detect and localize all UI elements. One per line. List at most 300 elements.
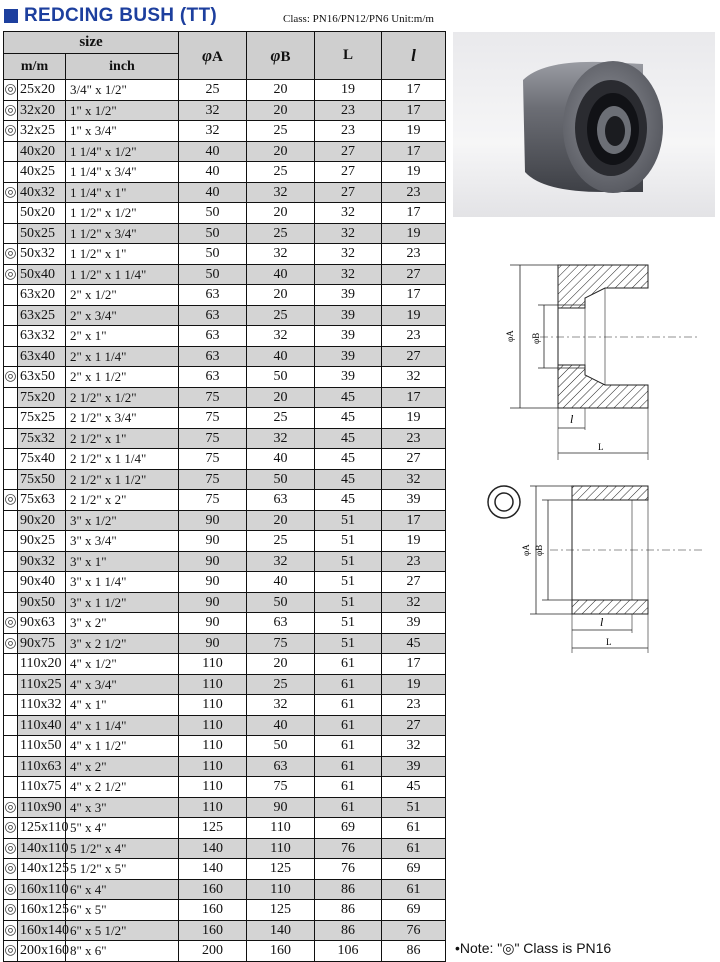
phi-b-value: 40 [247, 264, 315, 285]
size-mm: 63x20 [18, 285, 66, 306]
phi-a-value: 50 [179, 223, 247, 244]
phi-a-value: 90 [179, 613, 247, 634]
size-mm: 160x110 [18, 879, 66, 900]
size-mm: 75x40 [18, 449, 66, 470]
length-value: 61 [315, 654, 382, 675]
length-value: 61 [315, 756, 382, 777]
class-mark [4, 203, 18, 224]
phi-a-value: 90 [179, 633, 247, 654]
size-mm: 90x32 [18, 551, 66, 572]
length-label: L [598, 442, 604, 452]
socket-length-value: 17 [382, 100, 446, 121]
socket-length-value: 17 [382, 510, 446, 531]
size-mm: 40x32 [18, 182, 66, 203]
length-value: 32 [315, 264, 382, 285]
class-mark [4, 469, 18, 490]
size-mm: 110x63 [18, 756, 66, 777]
class-mark [4, 326, 18, 347]
class-mark [4, 777, 18, 798]
size-mm: 50x20 [18, 203, 66, 224]
socket-length-value: 19 [382, 408, 446, 429]
class-mark: ◎ [4, 797, 18, 818]
size-inch: 4" x 2 1/2" [66, 777, 179, 798]
phi-b-value: 75 [247, 633, 315, 654]
table-row [4, 695, 446, 716]
size-inch: 2 1/2" x 1" [66, 428, 179, 449]
table-row [4, 510, 446, 531]
size-inch: 5 1/2" x 5" [66, 859, 179, 880]
length-value: 61 [315, 674, 382, 695]
length-value: 39 [315, 305, 382, 326]
phi-a-value: 50 [179, 264, 247, 285]
phi-a-value: 110 [179, 797, 247, 818]
size-inch: 4" x 3/4" [66, 674, 179, 695]
phi-b-value: 90 [247, 797, 315, 818]
table-row [4, 367, 446, 388]
socket-length-value: 39 [382, 490, 446, 511]
class-mark [4, 674, 18, 695]
phi-a-value: 75 [179, 387, 247, 408]
table-row [4, 203, 446, 224]
size-inch: 2" x 1" [66, 326, 179, 347]
table-row [4, 859, 446, 880]
size-inch: 1" x 3/4" [66, 121, 179, 142]
length-value: 106 [315, 941, 382, 962]
length-value: 32 [315, 244, 382, 265]
table-row [4, 449, 446, 470]
phi-a-value: 75 [179, 428, 247, 449]
header-phi-a: φA [179, 32, 247, 80]
size-inch: 4" x 1/2" [66, 654, 179, 675]
length-value: 61 [315, 736, 382, 757]
socket-length-value: 19 [382, 162, 446, 183]
phi-a-value: 63 [179, 346, 247, 367]
size-inch: 1 1/2" x 3/4" [66, 223, 179, 244]
table-row [4, 572, 446, 593]
size-inch: 2" x 1 1/4" [66, 346, 179, 367]
size-inch: 6" x 4" [66, 879, 179, 900]
table-row [4, 469, 446, 490]
phi-b-value: 20 [247, 203, 315, 224]
phi-a-value: 63 [179, 305, 247, 326]
socket-length-value: 27 [382, 346, 446, 367]
spec-table [3, 31, 446, 962]
class-mark [4, 736, 18, 757]
header-inch: inch [66, 54, 179, 80]
size-mm: 140x125 [18, 859, 66, 880]
length-value: 39 [315, 346, 382, 367]
size-inch: 2 1/2" x 1 1/4" [66, 449, 179, 470]
phi-a-value: 40 [179, 141, 247, 162]
socket-length-value: 27 [382, 572, 446, 593]
size-inch: 1 1/2" x 1 1/4" [66, 264, 179, 285]
socket-length-value: 32 [382, 736, 446, 757]
phi-a-value: 110 [179, 695, 247, 716]
size-inch: 4" x 2" [66, 756, 179, 777]
table-row [4, 797, 446, 818]
table-row [4, 326, 446, 347]
size-mm: 110x32 [18, 695, 66, 716]
phi-b-value: 40 [247, 449, 315, 470]
class-mark: ◎ [4, 879, 18, 900]
phi-a-value: 90 [179, 592, 247, 613]
length-value: 51 [315, 531, 382, 552]
class-mark [4, 285, 18, 306]
size-inch: 3" x 1" [66, 551, 179, 572]
phi-a-value: 75 [179, 449, 247, 470]
phi-a-value: 160 [179, 920, 247, 941]
length-value: 61 [315, 777, 382, 798]
length-value: 51 [315, 572, 382, 593]
socket-length-value: 19 [382, 305, 446, 326]
header-mm: m/m [4, 54, 66, 80]
length-value: 39 [315, 367, 382, 388]
class-mark [4, 572, 18, 593]
phi-a-value: 32 [179, 100, 247, 121]
class-mark: ◎ [4, 818, 18, 839]
product-photo [453, 32, 715, 217]
table-row [4, 654, 446, 675]
phi-b-value: 20 [247, 387, 315, 408]
phi-a-value: 63 [179, 326, 247, 347]
length-label-2: L [606, 637, 612, 647]
phi-a-value: 110 [179, 674, 247, 695]
table-row [4, 80, 446, 101]
socket-length-value: 76 [382, 920, 446, 941]
phi-a-value: 125 [179, 818, 247, 839]
cross-section-diagram-1 [500, 250, 710, 460]
table-row [4, 900, 446, 921]
socket-length-value: 17 [382, 387, 446, 408]
class-mark [4, 428, 18, 449]
socket-length-value: 27 [382, 715, 446, 736]
class-mark [4, 346, 18, 367]
socket-length-value: 61 [382, 818, 446, 839]
class-mark: ◎ [4, 920, 18, 941]
phi-a-value: 160 [179, 879, 247, 900]
class-mark [4, 592, 18, 613]
size-mm: 63x40 [18, 346, 66, 367]
size-mm: 75x20 [18, 387, 66, 408]
socket-length-value: 19 [382, 531, 446, 552]
socket-length-value: 69 [382, 900, 446, 921]
table-row [4, 756, 446, 777]
phi-b-value: 25 [247, 674, 315, 695]
table-row [4, 244, 446, 265]
phi-b-value: 110 [247, 838, 315, 859]
class-mark: ◎ [4, 182, 18, 203]
class-mark [4, 305, 18, 326]
size-mm: 90x40 [18, 572, 66, 593]
size-inch: 2" x 3/4" [66, 305, 179, 326]
phi-a-value: 90 [179, 572, 247, 593]
class-mark: ◎ [4, 633, 18, 654]
table-row [4, 592, 446, 613]
table-row [4, 879, 446, 900]
length-value: 76 [315, 838, 382, 859]
phi-b-label-2: φB [534, 544, 544, 556]
phi-a-value: 40 [179, 162, 247, 183]
socket-length-value: 23 [382, 428, 446, 449]
table-row [4, 285, 446, 306]
phi-a-value: 110 [179, 736, 247, 757]
phi-b-value: 110 [247, 818, 315, 839]
size-inch: 3" x 2 1/2" [66, 633, 179, 654]
size-mm: 110x90 [18, 797, 66, 818]
size-mm: 50x40 [18, 264, 66, 285]
phi-b-value: 50 [247, 469, 315, 490]
class-mark [4, 695, 18, 716]
table-row [4, 121, 446, 142]
socket-length-label: l [570, 412, 574, 426]
phi-a-label-2: φA [521, 544, 531, 556]
phi-a-value: 110 [179, 756, 247, 777]
socket-length-value: 32 [382, 367, 446, 388]
length-value: 32 [315, 203, 382, 224]
socket-length-value: 23 [382, 182, 446, 203]
phi-a-value: 50 [179, 203, 247, 224]
phi-a-value: 75 [179, 490, 247, 511]
length-value: 86 [315, 879, 382, 900]
phi-b-value: 63 [247, 613, 315, 634]
socket-length-value: 27 [382, 264, 446, 285]
socket-length-value: 27 [382, 449, 446, 470]
phi-b-value: 20 [247, 654, 315, 675]
length-value: 51 [315, 613, 382, 634]
title-square-icon [4, 9, 18, 23]
class-mark [4, 408, 18, 429]
class-mark: ◎ [4, 121, 18, 142]
cross-section-diagram-2 [480, 478, 710, 658]
size-mm: 32x20 [18, 100, 66, 121]
size-inch: 1" x 1/2" [66, 100, 179, 121]
table-row [4, 100, 446, 121]
phi-b-value: 110 [247, 879, 315, 900]
socket-length-value: 61 [382, 879, 446, 900]
size-inch: 4" x 1 1/4" [66, 715, 179, 736]
header-phi-b: φB [247, 32, 315, 80]
phi-b-value: 25 [247, 531, 315, 552]
length-value: 86 [315, 920, 382, 941]
size-inch: 4" x 1 1/2" [66, 736, 179, 757]
table-row [4, 736, 446, 757]
pn16-note: •Note: "◎" Class is PN16 [455, 940, 612, 956]
table-row [4, 715, 446, 736]
socket-length-value: 23 [382, 551, 446, 572]
size-mm: 160x140 [18, 920, 66, 941]
size-mm: 90x75 [18, 633, 66, 654]
size-inch: 6" x 5 1/2" [66, 920, 179, 941]
table-row [4, 428, 446, 449]
phi-b-value: 160 [247, 941, 315, 962]
table-row [4, 490, 446, 511]
size-mm: 63x32 [18, 326, 66, 347]
size-inch: 1 1/2" x 1" [66, 244, 179, 265]
size-mm: 140x110 [18, 838, 66, 859]
size-inch: 3" x 1 1/4" [66, 572, 179, 593]
phi-a-value: 32 [179, 121, 247, 142]
class-mark [4, 654, 18, 675]
class-mark: ◎ [4, 838, 18, 859]
phi-a-value: 110 [179, 715, 247, 736]
table-row [4, 531, 446, 552]
table-row [4, 141, 446, 162]
socket-length-value: 45 [382, 633, 446, 654]
table-row [4, 777, 446, 798]
size-mm: 75x32 [18, 428, 66, 449]
socket-length-label-2: l [600, 615, 604, 629]
length-value: 23 [315, 100, 382, 121]
phi-a-value: 90 [179, 531, 247, 552]
size-inch: 1 1/2" x 1/2" [66, 203, 179, 224]
table-row [4, 346, 446, 367]
phi-a-label: φA [505, 330, 515, 342]
phi-b-value: 20 [247, 285, 315, 306]
phi-b-value: 40 [247, 715, 315, 736]
size-mm: 200x160 [18, 941, 66, 962]
socket-length-value: 23 [382, 695, 446, 716]
size-mm: 40x25 [18, 162, 66, 183]
length-value: 61 [315, 797, 382, 818]
class-mark: ◎ [4, 859, 18, 880]
length-value: 39 [315, 326, 382, 347]
size-mm: 110x25 [18, 674, 66, 695]
class-unit-info: Class: PN16/PN12/PN6 Unit:m/m [283, 13, 434, 25]
phi-a-value: 63 [179, 367, 247, 388]
table-row [4, 223, 446, 244]
length-value: 27 [315, 182, 382, 203]
size-mm: 90x20 [18, 510, 66, 531]
phi-a-value: 63 [179, 285, 247, 306]
phi-b-value: 20 [247, 100, 315, 121]
size-inch: 1 1/4" x 1/2" [66, 141, 179, 162]
size-inch: 1 1/4" x 1" [66, 182, 179, 203]
size-mm: 63x50 [18, 367, 66, 388]
phi-a-value: 25 [179, 80, 247, 101]
socket-length-value: 39 [382, 756, 446, 777]
size-inch: 6" x 5" [66, 900, 179, 921]
phi-b-value: 32 [247, 326, 315, 347]
phi-b-value: 20 [247, 141, 315, 162]
table-row [4, 387, 446, 408]
length-value: 45 [315, 449, 382, 470]
table-row [4, 838, 446, 859]
length-value: 51 [315, 551, 382, 572]
size-mm: 40x20 [18, 141, 66, 162]
length-value: 61 [315, 695, 382, 716]
size-inch: 4" x 1" [66, 695, 179, 716]
length-value: 45 [315, 408, 382, 429]
header-length: L [315, 32, 382, 80]
socket-length-value: 19 [382, 223, 446, 244]
phi-b-value: 32 [247, 182, 315, 203]
class-mark [4, 756, 18, 777]
title-bar [4, 4, 217, 28]
phi-b-value: 50 [247, 736, 315, 757]
socket-length-value: 23 [382, 244, 446, 265]
table-row [4, 182, 446, 203]
class-mark [4, 162, 18, 183]
class-mark [4, 510, 18, 531]
table-row [4, 920, 446, 941]
length-value: 51 [315, 510, 382, 531]
size-inch: 2" x 1/2" [66, 285, 179, 306]
phi-b-value: 40 [247, 572, 315, 593]
phi-a-value: 40 [179, 182, 247, 203]
phi-a-value: 140 [179, 859, 247, 880]
size-inch: 2 1/2" x 2" [66, 490, 179, 511]
length-value: 51 [315, 633, 382, 654]
socket-length-value: 32 [382, 592, 446, 613]
table-row [4, 633, 446, 654]
phi-a-value: 90 [179, 551, 247, 572]
phi-b-value: 50 [247, 367, 315, 388]
length-value: 45 [315, 387, 382, 408]
length-value: 69 [315, 818, 382, 839]
phi-b-value: 20 [247, 80, 315, 101]
size-mm: 110x40 [18, 715, 66, 736]
length-value: 76 [315, 859, 382, 880]
table-row [4, 264, 446, 285]
socket-length-value: 17 [382, 203, 446, 224]
size-inch: 2 1/2" x 1/2" [66, 387, 179, 408]
socket-length-value: 51 [382, 797, 446, 818]
class-mark: ◎ [4, 264, 18, 285]
table-row [4, 305, 446, 326]
size-mm: 50x32 [18, 244, 66, 265]
table-row [4, 551, 446, 572]
socket-length-value: 19 [382, 121, 446, 142]
socket-length-value: 39 [382, 613, 446, 634]
phi-b-value: 25 [247, 408, 315, 429]
phi-a-value: 140 [179, 838, 247, 859]
size-inch: 1 1/4" x 3/4" [66, 162, 179, 183]
size-inch: 3" x 3/4" [66, 531, 179, 552]
class-mark: ◎ [4, 100, 18, 121]
size-mm: 110x20 [18, 654, 66, 675]
size-mm: 110x50 [18, 736, 66, 757]
table-row [4, 941, 446, 962]
length-value: 27 [315, 162, 382, 183]
phi-a-value: 75 [179, 469, 247, 490]
socket-length-value: 32 [382, 469, 446, 490]
class-mark [4, 715, 18, 736]
class-mark [4, 387, 18, 408]
phi-b-value: 63 [247, 490, 315, 511]
phi-b-value: 50 [247, 592, 315, 613]
table-row [4, 162, 446, 183]
length-value: 27 [315, 141, 382, 162]
phi-b-value: 75 [247, 777, 315, 798]
phi-b-value: 25 [247, 162, 315, 183]
phi-a-value: 160 [179, 900, 247, 921]
length-value: 86 [315, 900, 382, 921]
class-mark: ◎ [4, 244, 18, 265]
phi-b-value: 25 [247, 223, 315, 244]
size-mm: 90x63 [18, 613, 66, 634]
class-mark: ◎ [4, 367, 18, 388]
socket-length-value: 17 [382, 654, 446, 675]
size-mm: 90x50 [18, 592, 66, 613]
length-value: 51 [315, 592, 382, 613]
socket-length-value: 17 [382, 80, 446, 101]
length-value: 45 [315, 428, 382, 449]
socket-length-value: 69 [382, 859, 446, 880]
phi-b-value: 32 [247, 244, 315, 265]
socket-length-value: 86 [382, 941, 446, 962]
phi-b-value: 25 [247, 305, 315, 326]
length-value: 32 [315, 223, 382, 244]
